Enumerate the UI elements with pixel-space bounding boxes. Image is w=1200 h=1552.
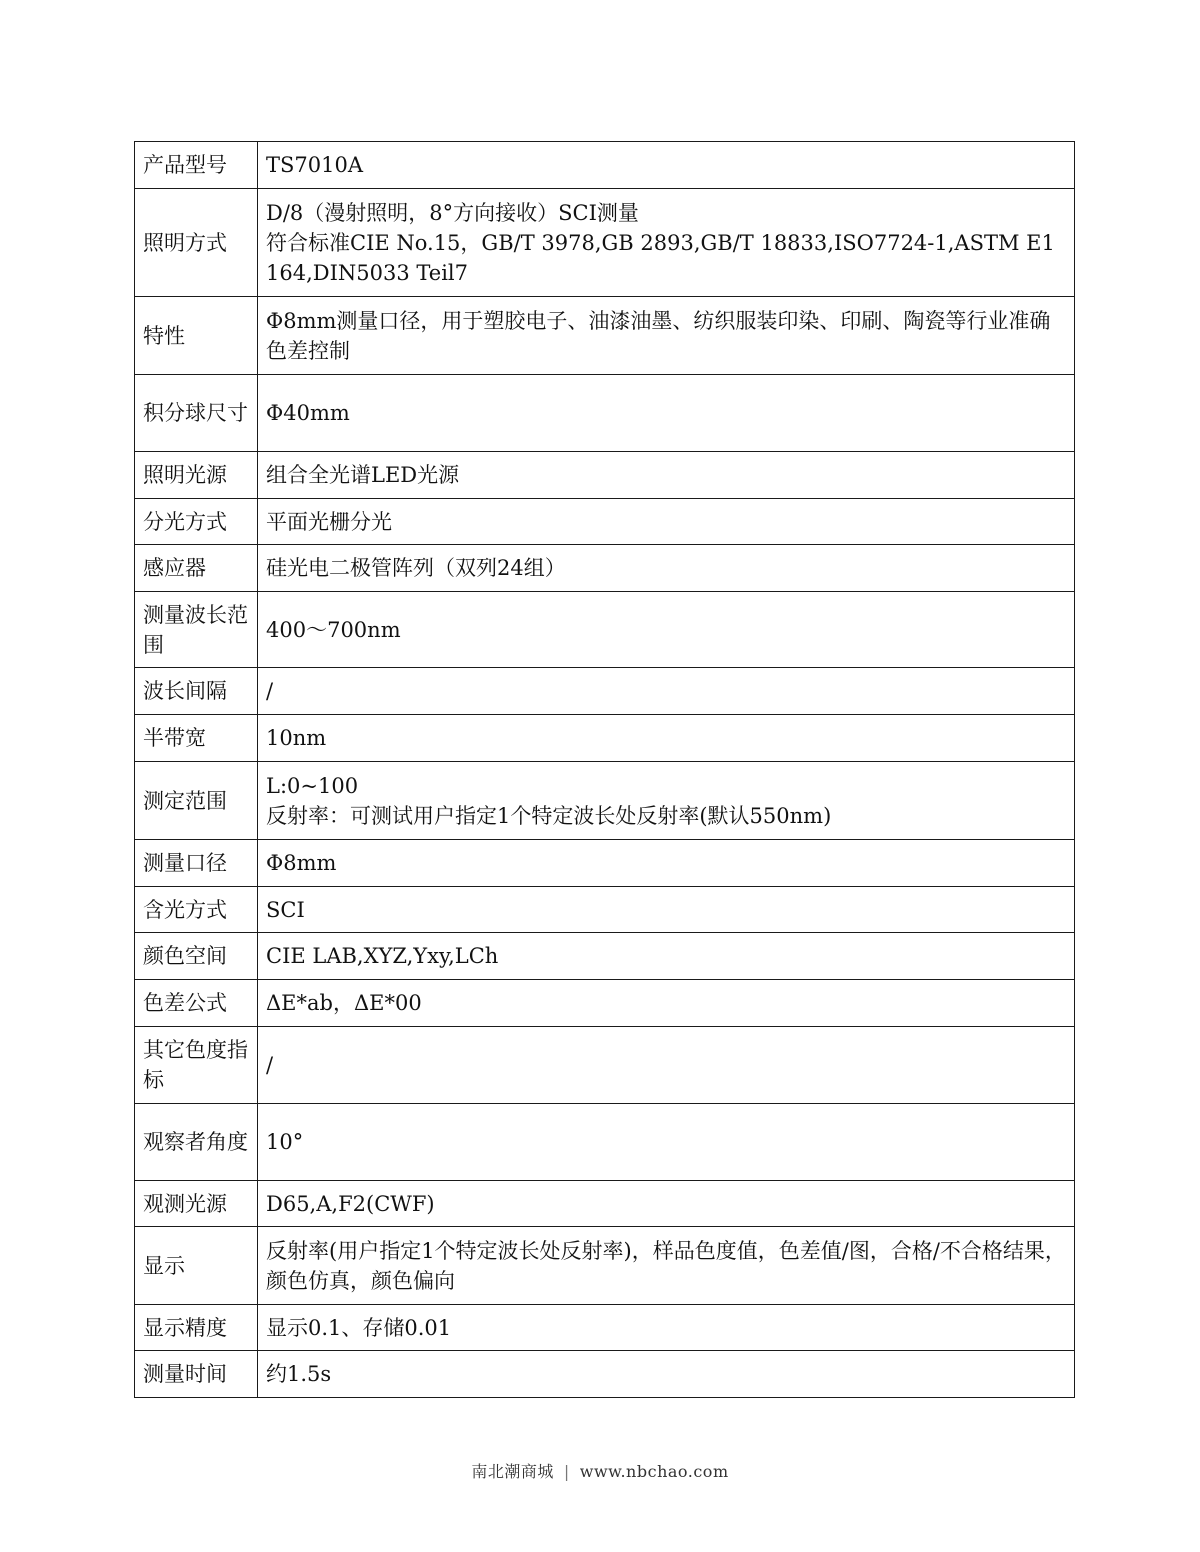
spec-value: Φ8mm <box>258 840 1075 887</box>
spec-label: 照明光源 <box>135 452 258 499</box>
spec-label: 产品型号 <box>135 142 258 189</box>
spec-value: CIE LAB,XYZ,Yxy,LCh <box>258 933 1075 980</box>
spec-row <box>135 668 1075 715</box>
spec-row <box>135 980 1075 1027</box>
spec-row <box>135 1104 1075 1181</box>
spec-label: 感应器 <box>135 545 258 592</box>
spec-row <box>135 840 1075 887</box>
spec-row <box>135 1305 1075 1351</box>
spec-value: 平面光栅分光 <box>258 499 1075 545</box>
spec-label: 显示精度 <box>135 1305 258 1351</box>
spec-label: 颜色空间 <box>135 933 258 980</box>
spec-value: / <box>258 1027 1075 1104</box>
spec-label: 色差公式 <box>135 980 258 1027</box>
spec-row <box>135 762 1075 840</box>
spec-value: 10° <box>258 1104 1075 1181</box>
spec-label: 测量口径 <box>135 840 258 887</box>
spec-row <box>135 499 1075 545</box>
spec-row <box>135 592 1075 668</box>
spec-table-body <box>135 142 1075 1398</box>
spec-value: Φ8mm测量口径，用于塑胶电子、油漆油墨、纺织服装印染、印刷、陶瓷等行业准确色差控制 <box>258 297 1075 375</box>
spec-row <box>135 1181 1075 1227</box>
spec-label: 照明方式 <box>135 189 258 297</box>
spec-value: L:0~100 反射率：可测试用户指定1个特定波长处反射率(默认550nm) <box>258 762 1075 840</box>
spec-value: / <box>258 668 1075 715</box>
spec-row <box>135 1027 1075 1104</box>
spec-label: 分光方式 <box>135 499 258 545</box>
spec-table <box>134 141 1075 1398</box>
spec-row <box>135 142 1075 189</box>
spec-label: 观测光源 <box>135 1181 258 1227</box>
spec-value: SCI <box>258 887 1075 933</box>
spec-row <box>135 297 1075 375</box>
spec-value: 显示0.1、存储0.01 <box>258 1305 1075 1351</box>
spec-value: 400～700nm <box>258 592 1075 668</box>
spec-value: ΔE*ab，ΔE*00 <box>258 980 1075 1027</box>
page-footer <box>0 1459 1200 1482</box>
spec-label: 测量时间 <box>135 1351 258 1398</box>
spec-label: 测定范围 <box>135 762 258 840</box>
spec-row <box>135 1227 1075 1305</box>
spec-row <box>135 375 1075 452</box>
spec-value: D65,A,F2(CWF) <box>258 1181 1075 1227</box>
spec-row <box>135 189 1075 297</box>
spec-label: 积分球尺寸 <box>135 375 258 452</box>
footer-separator: | <box>563 1462 570 1481</box>
spec-label: 测量波长范围 <box>135 592 258 668</box>
spec-row <box>135 1351 1075 1398</box>
spec-value: 硅光电二极管阵列（双列24组） <box>258 545 1075 592</box>
spec-row <box>135 715 1075 762</box>
spec-value: TS7010A <box>258 142 1075 189</box>
spec-label: 含光方式 <box>135 887 258 933</box>
footer-url[interactable]: www.nbchao.com <box>579 1462 729 1481</box>
spec-value: 组合全光谱LED光源 <box>258 452 1075 499</box>
spec-label: 特性 <box>135 297 258 375</box>
spec-value: 10nm <box>258 715 1075 762</box>
spec-value: 反射率(用户指定1个特定波长处反射率)，样品色度值，色差值/图，合格/不合格结果，颜色仿真，颜色偏向 <box>258 1227 1075 1305</box>
spec-label: 波长间隔 <box>135 668 258 715</box>
spec-value: Φ40mm <box>258 375 1075 452</box>
footer-site-name: 南北潮商城 <box>471 1462 554 1481</box>
spec-row <box>135 887 1075 933</box>
spec-label: 观察者角度 <box>135 1104 258 1181</box>
spec-row <box>135 933 1075 980</box>
spec-label: 显示 <box>135 1227 258 1305</box>
spec-row <box>135 452 1075 499</box>
spec-row <box>135 545 1075 592</box>
spec-label: 半带宽 <box>135 715 258 762</box>
spec-value: 约1.5s <box>258 1351 1075 1398</box>
spec-value: D/8（漫射照明，8°方向接收）SCI测量 符合标准CIE No.15，GB/T 3978,GB 2893,GB/T 18833,ISO7724-1,ASTM E1164,DIN5033 Teil7 <box>258 189 1075 297</box>
spec-label: 其它色度指标 <box>135 1027 258 1104</box>
